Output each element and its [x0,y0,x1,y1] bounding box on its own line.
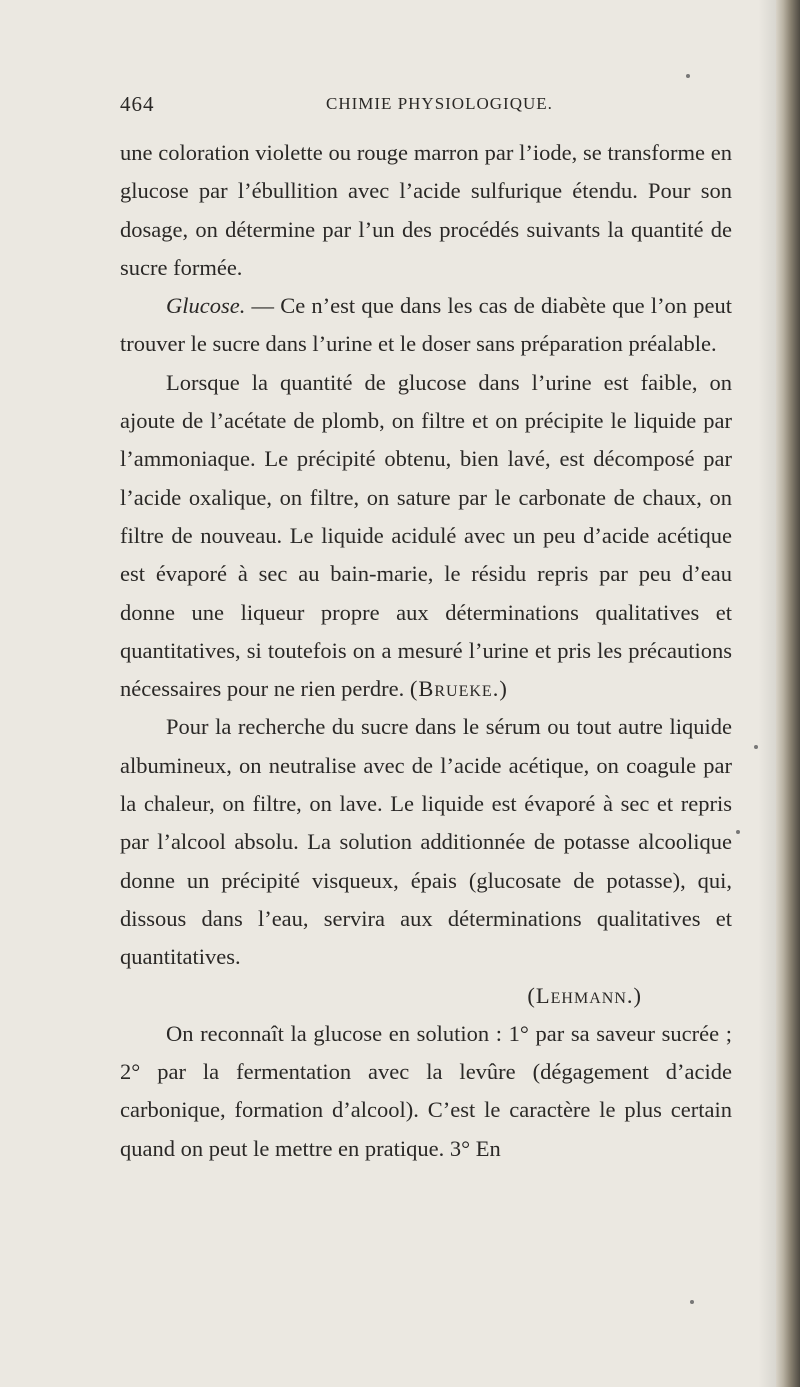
paragraph-1: une coloration violette ou rouge marron par l’iode, se transforme en glucose par l’ébullition avec l’acide sulfurique étendu. Pour son dosage, on détermine par l’un des procédés suivants la quantité de sucre formée. [120,140,732,280]
paragraph-lehmann: Pour la recherche du sucre dans le sérum ou tout autre liquide albumineux, on neutralise avec de l’acide acétique, on coagule par la chaleur, on filtre, on lave. Le liquide est évaporé à sec et repris par l’alcool absolu. La solution additionnée de potasse alcoolique donne un précipité visqueux, épais (glucosate de potasse), qui, dissous dans l’eau, servira aux déterminations qualitatives et quantitatives. [120,714,732,970]
book-page-edge [776,0,800,1387]
paper-speck [686,74,690,78]
running-title: CHIMIE PHYSIOLOGIQUE. [326,94,553,113]
paragraph-glucose [120,287,732,364]
brueke-citation: (Brueke.) [409,676,508,702]
glucose-heading: Glucose. [166,293,246,319]
body-text [120,134,732,1168]
page-header [120,92,760,122]
lehmann-citation: (Lehmann.) [527,982,642,1008]
paragraph-reconnait: On reconnaît la glucose en solution : 1° par sa saveur sucrée ; 2° par la fermentation avec la levûre (dégagement d’acide carbonique, formation d’alcool). C’est le caractère le plus certain quand on peut le mettre en pratique. 3° En [120,1020,732,1161]
page-edge-shadow [758,0,776,1387]
paper-speck [736,830,740,834]
page-number: 464 [120,92,155,116]
brueke-text: Lorsque la quantité de glucose dans l’urine est faible, on ajoute de l’acétate de plomb, on filtre et on précipite le liquide par l’ammoniaque. Le précipité obtenu, bien lavé, est décomposé par l’acide oxalique, on filtre, on sature par le carbonate de chaux, on filtre de nouveau. Le liquide acidulé avec un peu d’acide acétique est évaporé à sec au bain-marie, le résidu repris par peu d’eau donne une liqueur propre aux déterminations qualitatives et quantitatives, si toutefois on a mesuré l’urine et pris les précautions nécessaires pour ne rien perdre. [120,369,732,702]
paragraph-brueke [120,364,732,709]
paper-speck [690,1300,694,1304]
glucose-text: — Ce n’est que dans les cas de diabète que l’on peut trouver le sucre dans l’urine et le doser sans préparation préalable. [120,293,732,357]
paper-speck [754,745,758,749]
